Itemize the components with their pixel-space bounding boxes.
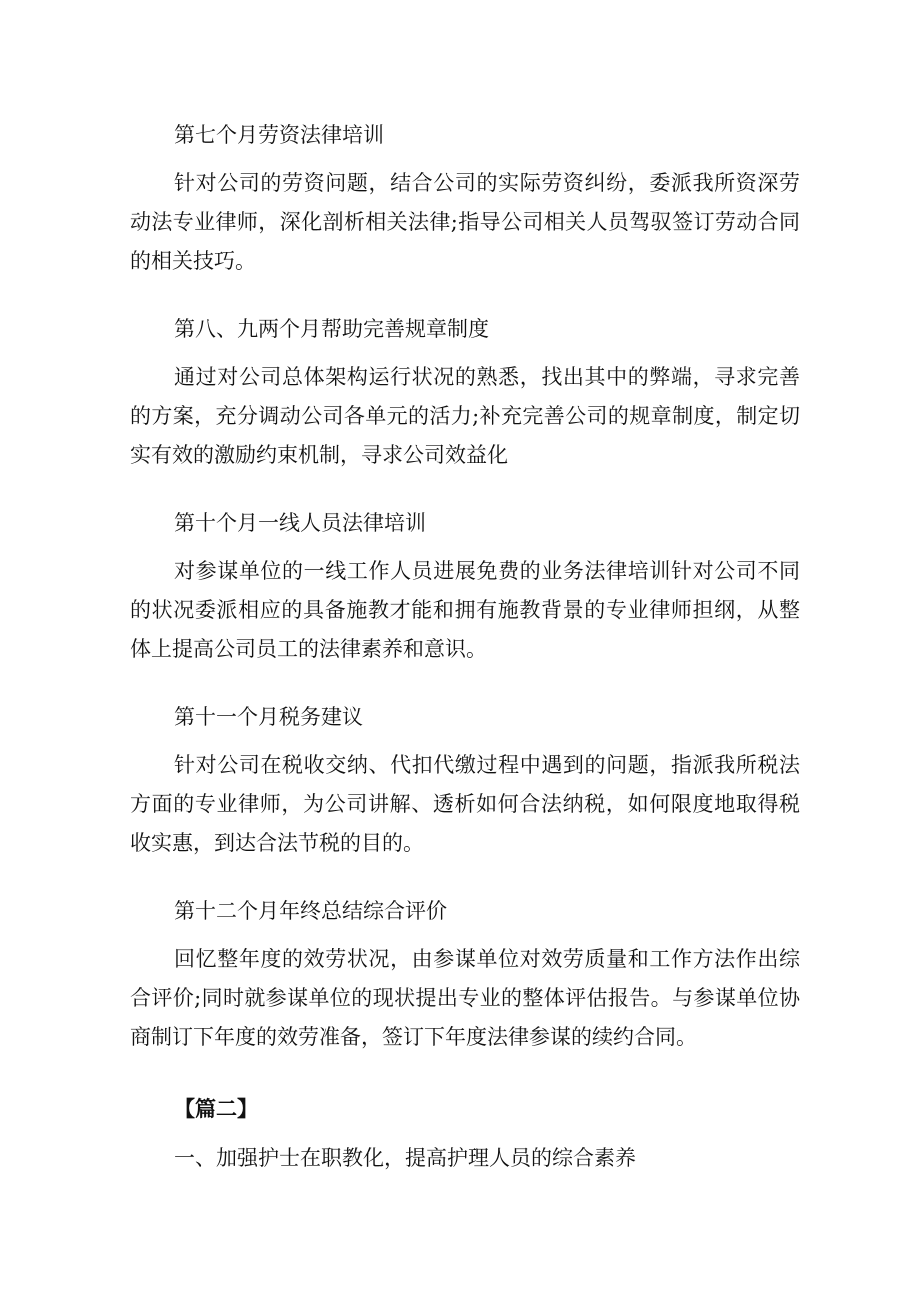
paragraph-month-10: 对参谋单位的一线工作人员进展免费的业务法律培训针对公司不同的状况委派相应的具备施教才能和拥有施教背景的专业律师担纲，从整体上提高公司员工的法律素养和意识。 xyxy=(130,559,800,661)
heading-month-7: 第七个月劳资法律培训 xyxy=(174,123,384,147)
paragraph-month-7: 针对公司的劳资问题，结合公司的实际劳资纠纷，委派我所资深劳动法专业律师，深化剖析相关法律;指导公司相关人员驾驭签订劳动合同的相关技巧。 xyxy=(130,171,800,273)
paragraph-month-11: 针对公司在税收交纳、代扣代缴过程中遇到的问题，指派我所税法方面的专业律师，为公司讲解、透析如何合法纳税，如何限度地取得税收实惠，到达合法节税的目的。 xyxy=(130,753,800,855)
section-heading-part-two: 【篇二】 xyxy=(174,1096,258,1121)
heading-month-8-9: 第八、九两个月帮助完善规章制度 xyxy=(174,317,489,341)
heading-month-11: 第十一个月税务建议 xyxy=(174,705,363,729)
paragraph-month-12: 回忆整年度的效劳状况，由参谋单位对效劳质量和工作方法作出综合评价;同时就参谋单位的现状提出专业的整体评估报告。与参谋单位协商制订下年度的效劳准备，签订下年度法律参谋的续约合同。 xyxy=(130,947,800,1049)
heading-item-one: 一、加强护士在职教化，提高护理人员的综合素养 xyxy=(174,1146,636,1170)
paragraph-month-8-9: 通过对公司总体架构运行状况的熟悉，找出其中的弊端，寻求完善的方案，充分调动公司各单元的活力;补充完善公司的规章制度，制定切实有效的激励约束机制，寻求公司效益化 xyxy=(130,365,800,467)
heading-month-10: 第十个月一线人员法律培训 xyxy=(174,511,426,535)
heading-month-12: 第十二个月年终总结综合评价 xyxy=(174,899,447,923)
